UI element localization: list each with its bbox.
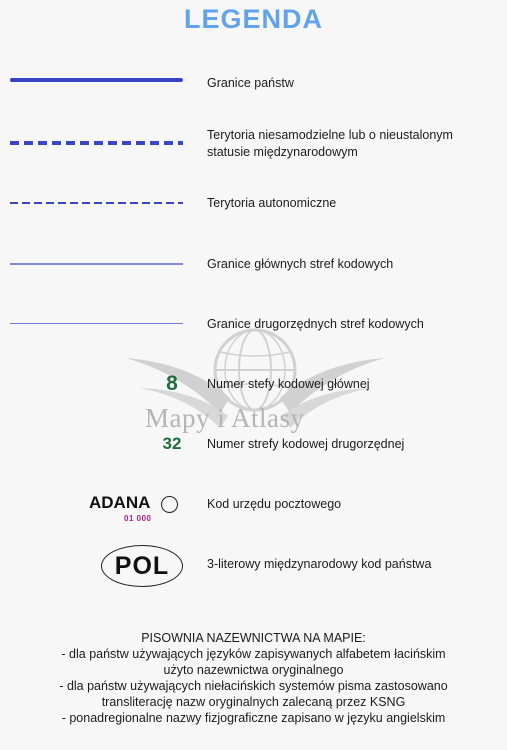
legend-label-dependent-territory xyxy=(207,127,497,161)
legend-label-line: Terytoria niesamodzielne lub o nieustalonym xyxy=(207,128,453,142)
legend-label-country-border: Granice państw xyxy=(207,76,294,90)
post-office-name-symbol: ADANA xyxy=(89,493,151,512)
country-border-symbol xyxy=(10,78,183,82)
autonomous-territory-symbol xyxy=(10,202,183,204)
main-zone-border-symbol xyxy=(10,263,183,265)
spelling-notes-line: - dla państw używających niełacińskich systemów pisma zastosowano xyxy=(59,679,448,693)
spelling-notes xyxy=(20,630,487,726)
spelling-notes-line: - dla państw używających języków zapisywanych alfabetem łacińskim xyxy=(61,647,446,661)
dependent-territory-symbol xyxy=(10,141,183,145)
legend-label-post-office: Kod urzędu pocztowego xyxy=(207,497,342,511)
legend-label-main-zone-border: Granice głównych stref kodowych xyxy=(207,257,394,271)
spelling-notes-heading: PISOWNIA NAZEWNICTWA NA MAPIE: xyxy=(141,631,366,645)
country-code-oval-symbol: POL xyxy=(101,545,183,587)
legend-label-line: statusie międzynarodowym xyxy=(207,145,358,159)
legend-label-secondary-zone-border: Granice drugorzędnych stref kodowych xyxy=(207,317,424,331)
legend-label-country-code: 3-literowy międzynarodowy kod państwa xyxy=(207,557,432,571)
legend-label-autonomous-territory: Terytoria autonomiczne xyxy=(207,196,337,210)
spelling-notes-line: transliterację nazw oryginalnych zalecaną przez KSNG xyxy=(101,695,406,709)
spelling-notes-line: - ponadregionalne nazwy fizjograficzne zapisano w języku angielskim xyxy=(61,711,446,725)
spelling-notes-line: użyto nazewnictwa oryginalnego xyxy=(163,663,344,677)
watermark-text: Mapy i Atlasy xyxy=(145,403,305,433)
main-zone-number-symbol: 8 xyxy=(166,372,178,395)
post-office-circle-icon xyxy=(161,496,178,513)
secondary-zone-number-symbol: 32 xyxy=(162,434,182,453)
post-office-code-symbol: 01 000 xyxy=(124,514,152,523)
secondary-zone-border-symbol xyxy=(10,323,183,324)
legend-title: LEGENDA xyxy=(183,4,323,34)
legend-label-secondary-zone-number: Numer strefy kodowej drugorzędnej xyxy=(207,437,405,451)
legend-label-main-zone-number: Numer stefy kodowej głównej xyxy=(207,377,370,391)
